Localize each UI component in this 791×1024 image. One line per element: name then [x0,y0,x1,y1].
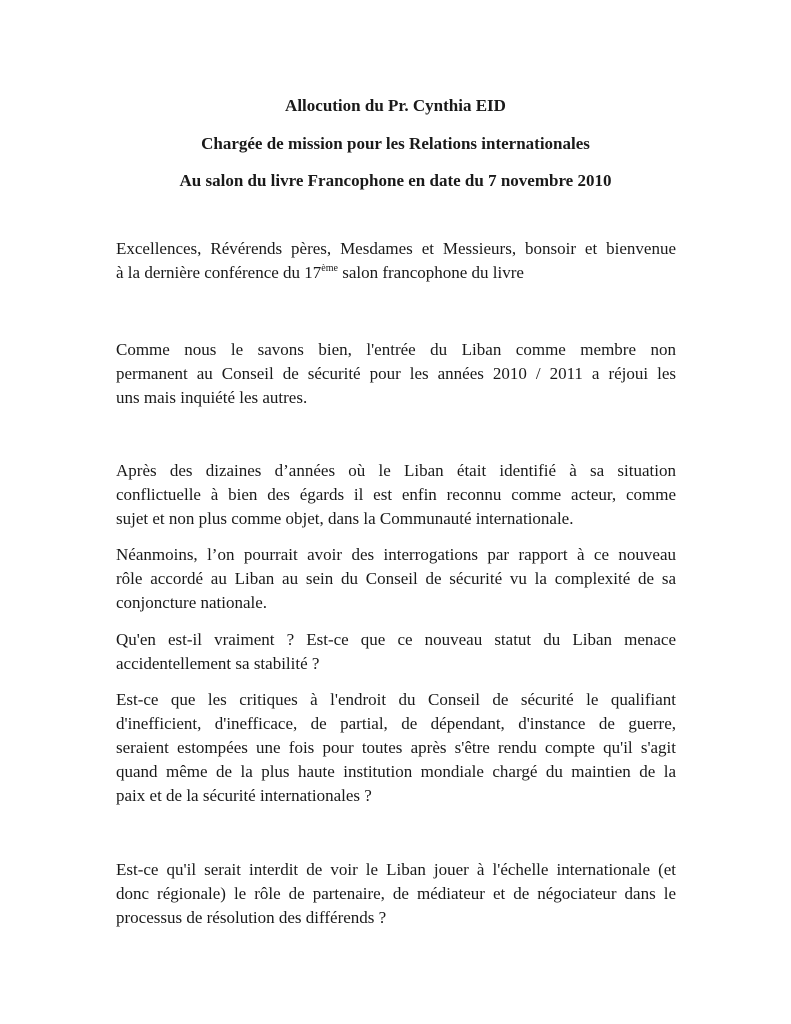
paragraph-line: rôle accordé au Liban au sein du Conseil de sécurité vu la complexité de sa [116,569,676,588]
paragraph-line: paix et de la sécurité internationales ? [116,786,372,805]
paragraph-5 [116,688,676,808]
paragraph-3 [116,543,676,615]
paragraph-line: conjoncture nationale. [116,593,268,612]
heading-role: Chargée de mission pour les Relations internationales [201,134,590,153]
paragraph-line: permanent au Conseil de sécurité pour les années 2010 / 2011 a réjoui les [116,364,676,383]
heading-speaker: Allocution du Pr. Cynthia EID [285,96,506,115]
paragraph-line: uns mais inquiété les autres. [116,388,308,407]
paragraph-2 [116,459,676,531]
greeting-text-before: à la dernière conférence du 17 [116,263,322,282]
paragraph-line: processus de résolution des différends ? [116,908,387,927]
paragraph-1 [116,338,676,410]
paragraph-line: quand même de la plus haute institution mondiale chargé du maintien de la [116,762,676,781]
ordinal-superscript: ème [321,263,338,274]
paragraph-line: Après des dizaines d’années où le Liban était identifié à sa situation [116,461,676,480]
paragraph-line: sujet et non plus comme objet, dans la Communauté internationale. [116,509,574,528]
paragraph-line: Néanmoins, l’on pourrait avoir des interrogations par rapport à ce nouveau [116,545,676,564]
paragraph-line: Est-ce que les critiques à l'endroit du Conseil de sécurité le qualifiant [116,690,676,709]
paragraph-4 [116,628,676,676]
paragraph-line: Qu'en est-il vraiment ? Est-ce que ce nouveau statut du Liban menace [116,630,676,649]
paragraph-line: Comme nous le savons bien, l'entrée du Liban comme membre non [116,340,676,359]
paragraph-line: accidentellement sa stabilité ? [116,654,320,673]
greeting-line-1: Excellences, Révérends pères, Mesdames et Messieurs, bonsoir et bienvenue [116,239,676,258]
greeting-line-2 [116,261,676,285]
greeting-paragraph [116,237,676,285]
paragraph-line: donc régionale) le rôle de partenaire, de médiateur et de négociateur dans le [116,884,676,903]
paragraph-line: d'inefficient, d'inefficace, de partial, de dépendant, d'instance de guerre, [116,714,676,733]
paragraph-line: Est-ce qu'il serait interdit de voir le Liban jouer à l'échelle internationale (et [116,860,676,879]
paragraph-line: conflictuelle à bien des égards il est enfin reconnu comme acteur, comme [116,485,676,504]
paragraph-6 [116,858,676,930]
paragraph-line: seraient estompées une fois pour toutes après s'être rendu compte qu'il s'agit [116,738,676,757]
greeting-text-after: salon francophone du livre [337,263,524,282]
heading-event: Au salon du livre Francophone en date du 7 novembre 2010 [179,171,612,190]
